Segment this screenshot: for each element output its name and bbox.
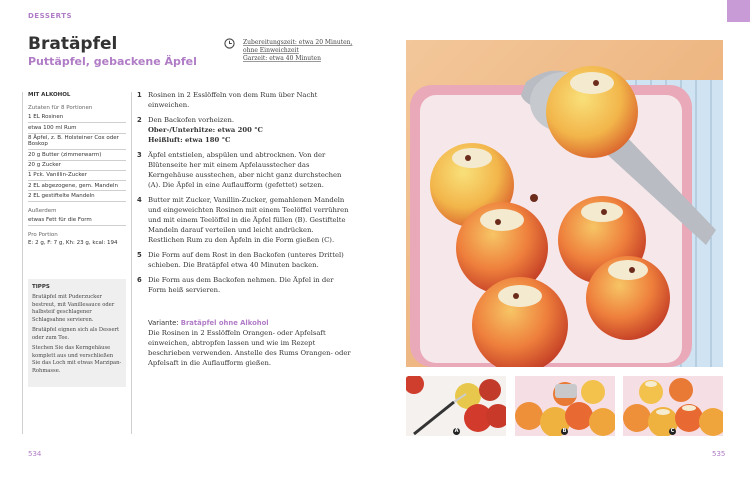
ingredient-item: 20 g Butter (zimmerwarm) bbox=[28, 150, 126, 160]
step-photo-a bbox=[406, 376, 506, 436]
step-3: 3 Äpfel entstielen, abspülen und abtrocknen. Von der Blütenseite her mit einem Apfelausstecher das Kerngehäuse ausstechen, aber nicht ganz durchstechen (A). Die Äpfel in eine Auflaufform (gefettet) setzen. bbox=[137, 151, 342, 189]
baked-apples-photo bbox=[406, 40, 723, 367]
variante-text: Die Rosinen in 2 Esslöffeln Orangen- oder Apfelsaft einweichen, abtropfen lassen und wie im Rezept beschrieben verwenden. Anstelle des Rums Orangen- oder Apfelsaft in die Auflaufform gießen. bbox=[148, 329, 351, 367]
oven-top-bottom: Ober-/Unterhitze: etwa 200 °C bbox=[148, 126, 263, 134]
tipp-item: Bratäpfel eignen sich als Dessert oder zum Tee. bbox=[32, 327, 120, 341]
ingredient-item: 1 Pck. Vanillin-Zucker bbox=[28, 171, 126, 181]
badge-c: C bbox=[670, 428, 675, 434]
ingredient-item: 2 EL abgezogene, gem. Mandeln bbox=[28, 181, 126, 191]
step-1: 1 Rosinen in 2 Esslöffeln von dem Rum über Nacht einweichen. bbox=[137, 91, 318, 109]
ingredients-label: Zutaten für 8 Portionen bbox=[28, 105, 93, 111]
step-6: 6 Die Form aus dem Backofen nehmen. Die Äpfel in der Form heiß servieren. bbox=[137, 276, 334, 294]
left-rule bbox=[22, 92, 23, 434]
ingredient-item: 1 EL Rosinen bbox=[28, 113, 126, 123]
step-photo-c bbox=[623, 376, 723, 436]
page-number-right: 535 bbox=[712, 450, 726, 458]
baked-apples-illustration bbox=[406, 40, 723, 367]
corner-tab bbox=[727, 0, 750, 22]
badge-a: A bbox=[454, 428, 459, 434]
nutrition-label: Pro Portion bbox=[28, 232, 58, 239]
variante-name: Bratäpfel ohne Alkohol bbox=[180, 319, 269, 327]
clock-icon bbox=[224, 38, 235, 49]
extra-label: Außerdem bbox=[28, 207, 57, 214]
tipps-heading: TIPPS bbox=[32, 284, 50, 290]
sidebar-heading: MIT ALKOHOL bbox=[28, 92, 71, 98]
ingredient-item: 20 g Zucker bbox=[28, 161, 126, 171]
soak-time: ohne Einweichzeit bbox=[243, 47, 299, 54]
instruction-steps bbox=[137, 90, 349, 300]
column-rule bbox=[131, 92, 132, 434]
step-photo-b bbox=[515, 376, 615, 436]
ingredients-sidebar bbox=[28, 92, 126, 248]
recipe-title: Bratäpfel bbox=[28, 34, 118, 54]
oven-convection: Heißluft: etwa 180 °C bbox=[148, 136, 231, 144]
time-info bbox=[243, 39, 373, 63]
page-number-left: 534 bbox=[28, 450, 42, 458]
nutrition-values: E: 2 g, F: 7 g, Kh: 23 g, kcal: 194 bbox=[28, 240, 118, 247]
prep-time: Zubereitungszeit: etwa 20 Minuten, bbox=[243, 39, 353, 46]
tipps-box bbox=[28, 279, 126, 387]
variante-block bbox=[148, 318, 354, 368]
variante-label: Variante: bbox=[148, 319, 179, 327]
badge-b: B bbox=[562, 428, 567, 434]
cook-time: Garzeit: etwa 40 Minuten bbox=[243, 55, 321, 62]
step-4: 4 Butter mit Zucker, Vanillin-Zucker, gemahlenen Mandeln und eingeweichten Rosinen mit einem Teelöffel verrühren und mit einem Teelöffel in die Äpfel füllen (B). Gestiftelte Mandeln darauf verteilen und leicht andrücken. Restlichen Rum zu den Äpfeln in die Form gießen (C). bbox=[137, 196, 349, 244]
ingredient-item: 2 EL gestiftelte Mandeln bbox=[28, 191, 126, 201]
extra-item: etwas Fett für die Form bbox=[28, 216, 126, 226]
section-label: DESSERTS bbox=[28, 12, 73, 20]
step-5: 5 Die Form auf dem Rost in den Backofen (unteres Drittel) schieben. Die Bratäpfel etwa 40 Minuten backen. bbox=[137, 251, 344, 269]
ingredient-item: etwa 100 ml Rum bbox=[28, 123, 126, 133]
step-2: 2 Den Backofen vorheizen. Ober-/Unterhitze: etwa 200 °C Heißluft: etwa 180 °C bbox=[137, 116, 263, 144]
recipe-subtitle: Puttäpfel, gebackene Äpfel bbox=[28, 55, 197, 68]
tipp-item: Bratäpfel mit Puderzucker bestreut, mit Vanillesauce oder halbsteif geschlagener Schlagsahne servieren. bbox=[32, 294, 115, 323]
ingredient-item: 8 Äpfel, z. B. Holsteiner Cox oder Boskop bbox=[28, 134, 126, 151]
tipp-item: Stechen Sie das Kerngehäuse komplett aus und verschließen Sie das Loch mit etwas Marzipan-Rohmasse. bbox=[32, 345, 122, 374]
